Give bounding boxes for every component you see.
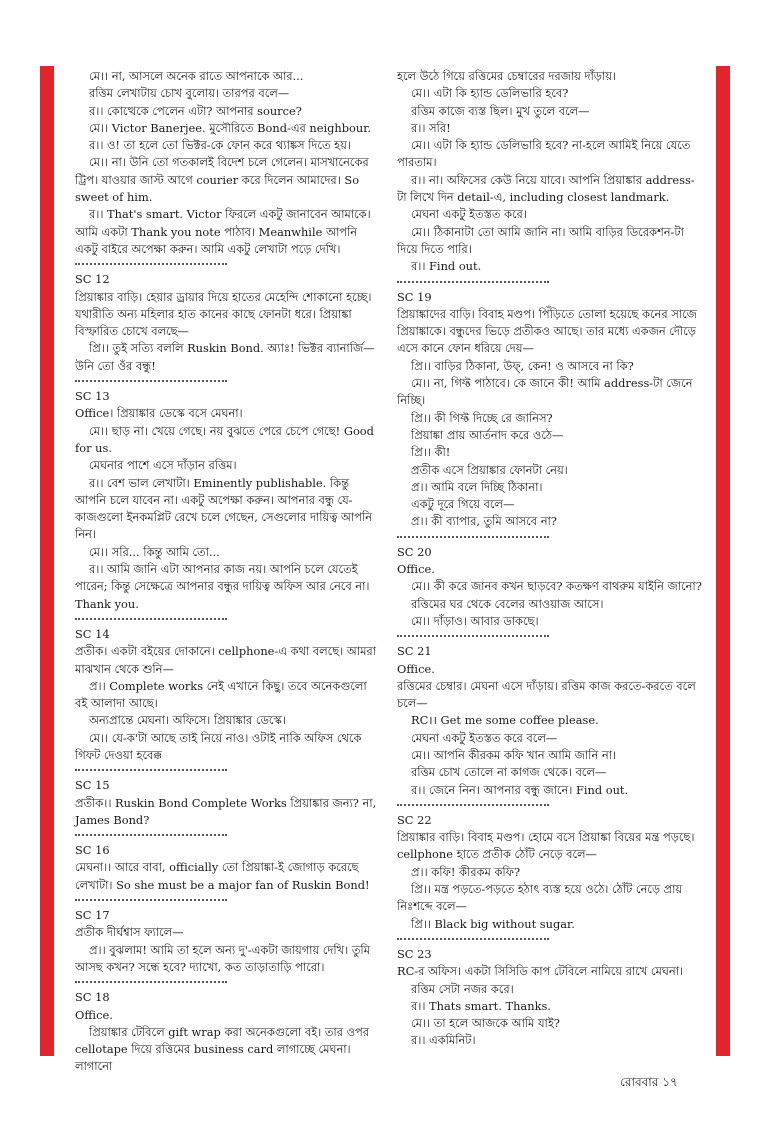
text-block <box>75 388 381 613</box>
script-line: রত্তিমের চেম্বার। মেঘনা এসে দাঁড়ায়। রত্তিম কাজ করতে-করতে বলে চলে— <box>397 678 696 711</box>
script-line: র।। জেনে নিন। আপনার বন্ধু জানে। Find out. <box>411 782 629 797</box>
script-line: মে।। ছাড় না। খেয়ে গেছে। নয় বুঝতে পেরে চেপে গেছে! Good for us. <box>75 423 374 455</box>
scene-separator <box>75 834 227 836</box>
script-line: প্র।। কী ব্যাপার, তুমি আসবে না? <box>411 514 557 529</box>
text-block <box>75 271 381 375</box>
text-block <box>397 946 703 1050</box>
script-line: মেঘনা একটু ইতস্তত করে। <box>411 207 527 222</box>
script-line: হলে উঠে গিয়ে রত্তিমের চেম্বারের দরজায় দাঁড়ায়। <box>397 69 617 83</box>
text-block <box>75 989 381 1075</box>
text-block <box>397 289 703 531</box>
script-line: প্রিয়াঙ্কার টেবিলে gift wrap করা অনেকগুলো বই। তার ওপর cellotape দিয়ে রত্তিমের business card লাগাচ্ছে মেঘনা। লাগানো <box>75 1024 369 1074</box>
script-line: Office. <box>75 1007 113 1022</box>
script-line: মে।। না, আসলে অনেক রাতে আপনাকে আর... <box>89 69 304 83</box>
scene-heading: SC 12 <box>75 272 110 287</box>
script-line: মে।। ঠিকানাটা তো আমি জানি না। আমি বাড়ির ডিরেকশন-টা দিয়ে দিতে পারি। <box>397 224 684 256</box>
text-block <box>397 812 703 933</box>
script-line: প্রি।। কী গিফ্ট দিচ্ছে রে জানিস? <box>411 410 553 425</box>
script-line: প্র।। Complete works নেই এখানে কিছু। তবে অনেকগুলো বই আলাদা আছে। <box>75 678 367 711</box>
script-line: প্র।। বুঝলাম! আমি তা হলে অন্য দু'-একটা জায়গায় দেখি। তুমি আসছ কখন? সন্ধে হবে? দ্যাখো, কত তাড়াতাড়ি পারো। <box>75 942 370 974</box>
script-line: প্রতীক। একটা বইয়ের দোকানে। cellphone-এ কথা বলছে। আমরা মাঝখান থেকে শুনি— <box>75 644 376 676</box>
script-line: অন্যপ্রান্তে মেঘনা। অফিসে। প্রিয়াঙ্কার ডেস্কে। <box>89 713 286 728</box>
script-line: Office. <box>397 661 435 676</box>
scene-heading: SC 14 <box>75 626 110 641</box>
script-line: প্রি।। বাড়ির ঠিকানা, উফ্, কেন! ও আসবে না কি? <box>411 358 634 373</box>
scene-heading: SC 17 <box>75 908 110 923</box>
script-line: র।। না। অফিসের কেউ নিয়ে যাবে। আপনি প্রিয়াঙ্কার address-টা লিখে দিন detail-এ, including closest landmark. <box>397 172 695 205</box>
text-block <box>75 777 381 829</box>
page-footer: রোববার ১৭ <box>620 1075 678 1089</box>
scene-heading: SC 23 <box>397 946 432 961</box>
scene-heading: SC 20 <box>397 544 432 559</box>
script-line: র।। বেশ ভাল লেখাটা। Eminently publishable. কিন্তু আপনি চলে যাবেন না। একটু অপেক্ষা করুন। আপনার বন্ধু যে-কাজগুলো ইনকমপ্লিট রেখে চলে গেছেন, সেগুলোর দায়িত্ব আপনি নিন। <box>75 475 372 542</box>
script-line: প্রতীক এসে প্রিয়াঙ্কার ফোনটা নেয়। <box>411 462 568 477</box>
text-block <box>75 68 381 258</box>
script-line: রত্তিম সেটা নজর করে। <box>411 981 514 996</box>
script-line: মে।। আপনি কীরকম কফি খান আমি জানি না। <box>411 747 617 762</box>
script-line: র।। একমিনিট। <box>411 1033 476 1048</box>
script-line: র।। Thats smart. Thanks. <box>411 998 551 1013</box>
script-line: প্রিয়াঙ্কার বাড়ি। বিবাহ মণ্ডপ। হোমে বসে প্রিয়াঙ্কা বিয়ের মন্ত্র পড়ছে। cellphone হাতে প্রতীক ঠোঁট নেড়ে বলে— <box>397 830 695 862</box>
scene-separator <box>75 618 227 620</box>
script-line: র।। কোত্থেকে পেলেন এটা? আপনার source? <box>89 103 302 118</box>
script-line: Office। প্রিয়াঙ্কার ডেস্কে বসে মেঘনা। <box>75 406 243 421</box>
script-line: র।। ও! তা হলে তো ভিক্টর-কে ফোন করে থ্যাঙ্কস দিতে হয়। <box>89 138 351 153</box>
script-line: প্রি।। কী! <box>411 445 451 460</box>
script-line: রত্তিমের ঘর থেকে বেলের আওয়াজ আসে। <box>411 596 604 611</box>
scene-separator <box>397 938 549 940</box>
scene-separator <box>397 281 549 283</box>
right-red-margin-bar <box>716 66 730 1056</box>
script-line: একটু দূরে গিয়ে বলে— <box>411 497 515 512</box>
script-line: মে।। সরি... কিন্তু আমি তো... <box>89 544 220 559</box>
script-line: মে।। এটা কি হ্যান্ড ডেলিভারি হবে? <box>411 86 569 101</box>
script-line: প্রি।। মন্ত্র পড়তে-পড়তে হঠাৎ ব্যস্ত হয়ে ওঠে। ঠোঁট নেড়ে প্রায় নিঃশব্দে বলে— <box>397 882 683 914</box>
scene-separator <box>75 899 227 901</box>
script-line: মে।। Victor Banerjee. মুসৌরিতে Bond-এর neighbour. <box>89 120 372 135</box>
script-line: রত্তিম চোখ তোলে না কাগজ থেকে। বলে— <box>411 765 607 780</box>
text-block <box>397 544 703 630</box>
left-text-column <box>75 68 381 1074</box>
script-line: মেঘনা একটু ইতস্তত করে বলে— <box>411 730 558 745</box>
script-line: মে।। দাঁড়াও। আবার ডাকছে। <box>411 613 539 628</box>
text-block <box>75 842 381 894</box>
scene-separator <box>75 981 227 983</box>
right-text-column <box>397 68 703 1058</box>
text-block <box>75 626 381 764</box>
scene-separator <box>397 536 549 538</box>
script-line: রত্তিম লেখাটায় চোখ বুলোয়। তারপর বলে— <box>89 86 290 101</box>
script-line: প্রতীক দীর্ঘশ্বাস ফ্যালে— <box>75 925 184 940</box>
text-block <box>397 68 703 276</box>
script-line: মে।। কী করে জানব কখন ছাড়বে? কতক্ষণ বাথরুম যাইনি জানো? <box>411 579 702 594</box>
script-line: মে।। যে-ক'টা আছে তাই নিয়ে নাও। ওটাই নাকি অফিস থেকে গিফট দেওয়া হবেক্ক <box>75 730 362 762</box>
script-line: র।। Find out. <box>411 259 482 274</box>
script-line: প্রি।। Black big without sugar. <box>411 916 575 931</box>
text-block <box>397 643 703 799</box>
script-line: প্রিয়াঙ্কাদের বাড়ি। বিবাহ মণ্ডপ। পিঁড়িতে তোলা হয়েছে কনের সাজে প্রিয়াঙ্কাকে। বন্ধুদের ভিড়ে প্রতীকও আছে। তার মধ্যে একজন দৌড়ে এসে কানে ফোন ধরিয়ে দেয়— <box>397 306 697 356</box>
scene-heading: SC 22 <box>397 812 432 827</box>
script-line: মে।। তা হলে আজকে আমি যাই? <box>411 1016 560 1031</box>
scene-separator <box>75 263 227 265</box>
scene-separator <box>75 769 227 771</box>
scene-heading: SC 19 <box>397 289 432 304</box>
text-block <box>75 907 381 976</box>
script-line: প্র।। আমি বলে দিচ্ছি ঠিকানা। <box>411 479 543 494</box>
script-line: রত্তিম কাজে ব্যস্ত ছিল। মুখ তুলে বলে— <box>411 103 590 118</box>
script-line: Office. <box>397 562 435 577</box>
left-red-margin-bar <box>40 66 54 1056</box>
script-line: প্রতীক।। Ruskin Bond Complete Works প্রিয়াঙ্কার জন্য? না, James Bond? <box>75 795 377 827</box>
script-line: প্র।। কফি! কীরকম কফি? <box>411 864 521 879</box>
script-line: র।। আমি জানি এটা আপনার কাজ নয়। আপনি চলে যেতেই পারেন; কিন্তু সেক্ষেত্রে আপনার বন্ধুর দায়িত্ব অফিস আর নেবে না। Thank you. <box>75 562 370 611</box>
script-line: RC-র অফিস। একটা সিসিডি কাপ টেবিলে নামিয়ে রাখে মেঘনা। <box>397 964 684 979</box>
scene-heading: SC 21 <box>397 644 432 659</box>
scene-separator <box>75 380 227 382</box>
script-line: মেঘনার পাশে এসে দাঁড়ান রত্তিম। <box>89 458 237 473</box>
scene-heading: SC 13 <box>75 389 110 404</box>
scene-heading: SC 18 <box>75 990 110 1005</box>
script-line: প্রিয়াঙ্কা প্রায় আর্তনাদ করে ওঠে— <box>411 427 564 442</box>
script-line: RC।। Get me some coffee please. <box>411 713 599 728</box>
script-line: মেঘনা।। আরে বাবা, officially তো প্রিয়াঙ্কা-ই জোগাড় করেছে লেখাটা। So she must be a major fan of Ruskin Bond! <box>75 860 370 892</box>
script-line: র।। সরি! <box>411 120 451 135</box>
script-line: মে।। না, গিফ্ট পাঠাবে। কে জানে কী! আমি address-টা জেনে নিচ্ছি। <box>397 376 693 408</box>
scene-separator <box>397 635 549 637</box>
script-line: র।। That's smart. Victor ফিরলে একটু জানাবেন আমাকে। আমি একটা Thank you note পাঠাব। Meanwhile আপনি একটু বাইরে অপেক্ষা করুন। আমি একটু লেখাটা পড়ে দেখি। <box>75 207 371 256</box>
scene-separator <box>397 804 549 806</box>
scene-heading: SC 15 <box>75 778 110 793</box>
script-line: মে।। এটা কি হ্যান্ড ডেলিভারি হবে? না-হলে আমিই নিয়ে যেতে পারতাম। <box>397 138 691 170</box>
script-line: প্রিয়াঙ্কার বাড়ি। হেয়ার ড্রায়ার দিয়ে হাতের মেহেন্দি শোকানো হচ্ছে। যথারীতি অন্য মহিলার হাত কানের কাছে ফোনটা ধরে। প্রিয়াঙ্কা বিস্ফারিত চোখে বলছে— <box>75 289 372 339</box>
script-line: মে।। না। উনি তো গতকালই বিদেশ চলে গেলেন। মাসখানেকের ট্রিপ। যাওয়ার জাস্ট আগে courier করে দিলেন আমাদের। So sweet of him. <box>75 155 369 205</box>
script-line: প্রি।। তুই সত্যি বললি Ruskin Bond. অ্যাঃ! ভিক্টর ব্যানার্জি—উনি তো ওঁর বন্ধু! <box>75 341 375 373</box>
scene-heading: SC 16 <box>75 843 110 858</box>
